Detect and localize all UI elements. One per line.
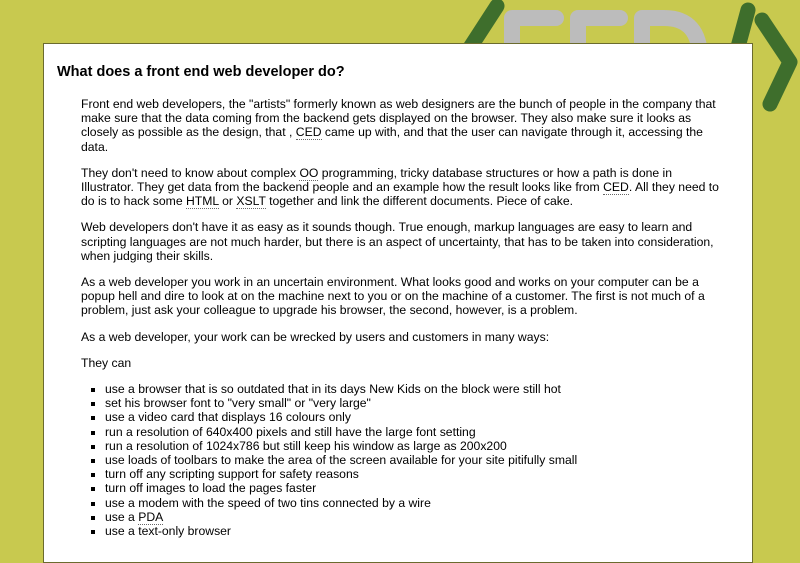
list-item: ▪ use a video card that displays 16 colours only [105, 410, 721, 424]
abbr-pda[interactable]: PDA [138, 509, 164, 524]
abbr-ced[interactable]: CED [295, 125, 322, 140]
page-title: What does a front end web developer do? [57, 64, 345, 80]
list-item: ▪ use loads of toolbars to make the area of the screen available for your site pitifully small [105, 453, 721, 467]
problem-list [81, 382, 721, 538]
paragraph-3: Web developers don't have it as easy as it sounds though. True enough, markup languages are easy to learn and scripting languages are not much harder, but there is an aspect of uncertainty, that has to be taken into consideration, when judging their skills. [81, 220, 714, 263]
logo-right-bracket [762, 20, 790, 104]
article-body [81, 97, 721, 538]
list-item: ▪ run a resolution of 1024x786 but still keep his window as large as 200x200 [105, 439, 721, 453]
list-item: ▪ use a browser that is so outdated that in its days New Kids on the block were still hot [105, 382, 721, 396]
content-page [43, 43, 753, 563]
list-item: ▪ turn off any scripting support for safety reasons [105, 467, 721, 481]
paragraph-1: Front end web developers, the "artists" formerly known as web designers are the bunch of people in the company that make sure that the data coming from the backend gets displayed on the browser. They also make sure it looks as closely as possible as the design, that , CED came up with, and that the user can navigate through it, accessing the data. [81, 97, 716, 154]
abbr-oo[interactable]: OO [299, 165, 319, 180]
list-item: ▪ use a PDA [105, 510, 721, 524]
paragraph-6: They can [81, 355, 132, 370]
abbr-ced[interactable]: CED [603, 180, 629, 195]
paragraph-2: They don't need to know about complex OO programming, tricky database structures or how a path is done in Illustrator. They get data from the backend people and an example how the result looks like from CED. All they need to do is to hack some HTML or XSLT together and link the different documents. Piece of cake. [81, 165, 719, 209]
list-item: ▪ run a resolution of 640x400 pixels and still have the large font setting [105, 425, 721, 439]
paragraph-5: As a web developer, your work can be wrecked by users and customers in many ways: [81, 329, 550, 344]
list-item: ▪ use a modem with the speed of two tins connected by a wire [105, 496, 721, 510]
list-item: ▪ turn off images to load the pages faster [105, 481, 721, 495]
list-item: ▪ set his browser font to "very small" or "very large" [105, 396, 721, 410]
list-item: ▪ use a text-only browser [105, 524, 721, 538]
abbr-xslt[interactable]: XSLT [236, 194, 266, 209]
paragraph-4: As a web developer you work in an uncertain environment. What looks good and works on your computer can be a popup hell and dire to look at on the machine next to you or on the machine of a customer. The first is not much of a problem, just ask your colleague to upgrade his browser, the second, however, is a problem. [81, 275, 705, 318]
abbr-html[interactable]: HTML [186, 194, 219, 209]
